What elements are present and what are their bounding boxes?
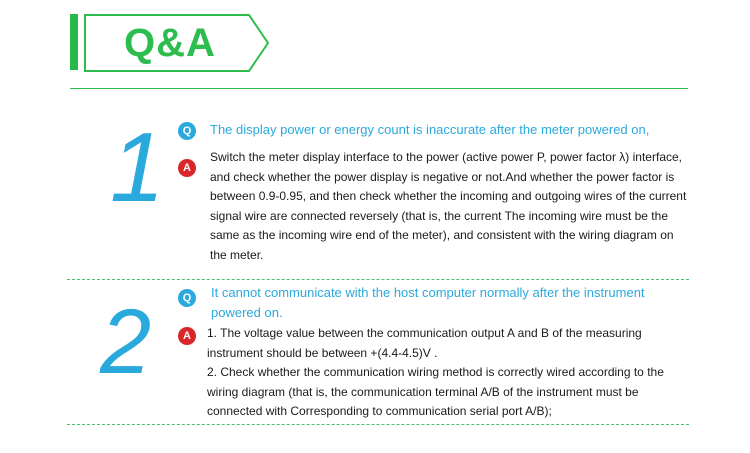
answer-line: instrument should be between +(4.4-4.5)V . — [207, 345, 438, 360]
qa-item-1 — [0, 110, 750, 275]
answer-text — [207, 324, 677, 422]
question-line: powered on. — [211, 305, 283, 320]
question-badge: Q — [178, 289, 196, 307]
answer-line: wiring diagram (that is, the communication terminal A/B of the instrument must be — [207, 384, 639, 399]
question-badge: Q — [178, 122, 196, 140]
answer-line: the meter. — [210, 247, 264, 262]
answer-line: between 0.9-0.95, and then check whether the incoming and outgoing wires of the current — [210, 189, 687, 203]
answer-line: same as the incoming wire end of the meter), and consistent with the wiring diagram on — [210, 228, 674, 242]
answer-line: and check whether the power display is negative or not.And whether the power factor is — [210, 169, 675, 184]
answer-line: Switch the meter display interface to the power (active power P, power factor λ) interface, — [210, 150, 682, 164]
qa-item-2 — [0, 280, 750, 425]
header-accent-bar — [70, 14, 78, 70]
answer-badge: A — [178, 159, 196, 177]
question-line: It cannot communicate with the host computer normally after the instrument — [211, 285, 645, 300]
header-divider — [70, 88, 688, 89]
answer-text — [210, 148, 698, 265]
question-text: The display power or energy count is inaccurate after the meter powered on, — [210, 122, 650, 137]
answer-line: 2. Check whether the communication wiring method is correctly wired according to the — [207, 365, 664, 379]
answer-badge: A — [178, 327, 196, 345]
answer-line: signal wire are connected reversely (that is, the current The incoming wire must be the — [210, 208, 668, 223]
header — [0, 0, 750, 92]
answer-line: 1. The voltage value between the communication output A and B of the measuring — [207, 326, 642, 340]
question-text — [211, 283, 666, 323]
page-title: Q&A — [124, 20, 216, 65]
section-divider — [67, 424, 689, 425]
qa-number: 2 — [100, 291, 152, 393]
qa-number: 1 — [110, 112, 165, 222]
answer-line: connected with Corresponding to communication serial port A/B); — [207, 404, 552, 418]
